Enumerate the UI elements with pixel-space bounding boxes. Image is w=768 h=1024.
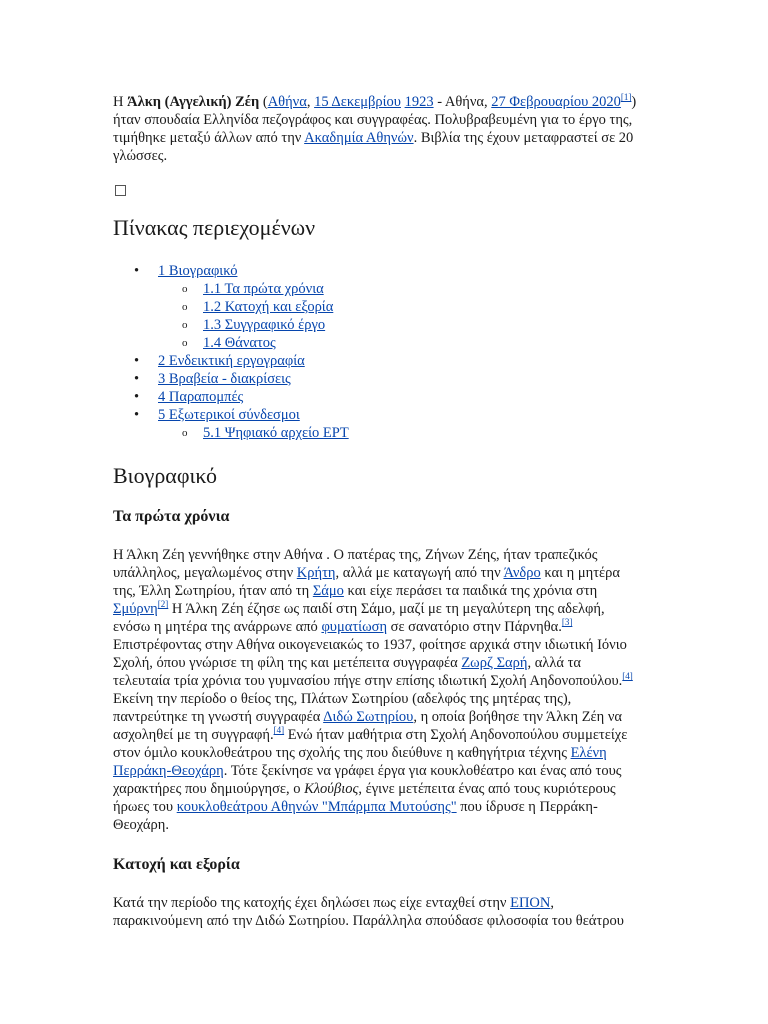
character-name: Κλούβιος (304, 781, 359, 797)
intro-text: ( (259, 94, 268, 110)
link-dido-sotiriou[interactable]: Διδώ Σωτηρίου (323, 709, 414, 725)
toc-item (113, 262, 638, 280)
link-eleni-perraki[interactable]: Ελένη Περράκη-Θεοχάρη (113, 745, 607, 779)
reference-4b[interactable]: [4] (273, 725, 285, 736)
circle-bullet-icon: o (182, 427, 188, 439)
subsection-heading-early-years: Τα πρώτα χρόνια (113, 508, 230, 525)
bullet-icon: • (134, 407, 140, 423)
toc-link[interactable]: 5.1 Ψηφιακό αρχείο ΕΡΤ (203, 425, 349, 441)
intro-text: Η (113, 94, 128, 110)
link-tuberculosis[interactable]: φυματίωση (321, 619, 388, 635)
subject-name: Άλκη (Αγγελική) Ζέη (127, 94, 260, 110)
occupation-paragraph (113, 894, 638, 930)
toc-item (113, 280, 638, 298)
toc-link[interactable]: 5 Εξωτερικοί σύνδεσμοι (158, 407, 300, 423)
link-samos[interactable]: Σάμο (312, 583, 344, 599)
body-text: Ενώ ήταν μαθήτρια στη Σχολή Αηδονοπούλου συμμετείχε στον όμιλο κουκλοθεάτρου της σχολής της που διεύθυνε η καθηγήτρια τέχνης (113, 727, 628, 761)
bullet-icon: • (134, 371, 140, 387)
bullet-icon: • (134, 389, 140, 405)
toc-item (113, 352, 638, 370)
circle-bullet-icon: o (182, 283, 188, 295)
toc-item (113, 424, 638, 442)
toc-link[interactable]: 1 Βιογραφικό (158, 263, 238, 279)
intro-text: ) ήταν σπουδαία Ελληνίδα πεζογράφος και συγγραφέας. Πολυβραβευμένη για το έργο της, τιμήθηκε μεταξύ άλλων από την (113, 94, 637, 146)
subsection-heading-occupation: Κατοχή και εξορία (113, 856, 240, 873)
circle-bullet-icon: o (182, 337, 188, 349)
intro-text: . Βιβλία της έχουν μεταφραστεί σε 20 γλώσσες. (113, 130, 634, 164)
link-epon[interactable]: ΕΠΟΝ (510, 895, 551, 911)
link-zorz-sari[interactable]: Ζωρζ Σαρή (461, 655, 528, 671)
reference-3[interactable]: [3] (561, 617, 573, 628)
intro-text: - Αθήνα, (433, 94, 492, 110)
body-text: που ίδρυσε η Περράκη-Θεοχάρη. (113, 799, 598, 833)
body-text: Κατά την περίοδο της κατοχής έχει δηλώσει πως είχε ενταχθεί στην (113, 895, 511, 911)
bullet-icon: • (134, 353, 140, 369)
toc-item (113, 334, 638, 352)
bullet-icon: • (134, 263, 140, 279)
toc-link[interactable]: 1.4 Θάνατος (203, 335, 276, 351)
body-text: Εκείνη την περίοδο ο θείος της, Πλάτων Σωτηρίου (αδελφός της μητέρας της), παντρεύτηκε τη γνωστή συγγραφέα (113, 691, 572, 725)
toc-link[interactable]: 2 Ενδεικτική εργογραφία (158, 353, 305, 369)
link-puppet-theatre[interactable]: κουκλοθεάτρου Αθηνών "Μπάρμπα Μυτούσης" (176, 799, 457, 815)
link-academy[interactable]: Ακαδημία Αθηνών (304, 130, 414, 146)
body-text: Η Άλκη Ζέη έζησε ως παιδί στη Σάμο, μαζί με τη μεγαλύτερη της αδελφή, ενόσω η μητέρα της ανάρρωνε από (113, 601, 605, 635)
toc-link[interactable]: 3 Βραβεία - διακρίσεις (158, 371, 291, 387)
toc-list (113, 262, 638, 442)
toc-link[interactable]: 1.3 Συγγραφικό έργο (203, 317, 326, 333)
body-text: , η οποία βοήθησε την Άλκη Ζέη να ασχοληθεί με τη συγγραφή. (113, 709, 623, 743)
intro-paragraph (113, 93, 638, 165)
early-years-paragraph (113, 546, 638, 834)
body-text: , αλλά με καταγωγή από την (335, 565, 504, 581)
toc-link[interactable]: 4 Παραπομπές (158, 389, 244, 405)
link-andros[interactable]: Άνδρο (503, 565, 541, 581)
link-birth-date[interactable]: 15 Δεκεμβρίου (314, 94, 401, 110)
link-death-date[interactable]: 27 Φεβρουαρίου 2020 (491, 94, 621, 110)
body-text: , έγινε μετέπειτα ένας από τους κυριότερους ήρωες του (113, 781, 616, 815)
reference-1[interactable]: [1] (620, 92, 632, 103)
toc-item (113, 406, 638, 424)
toc-toggle-checkbox[interactable] (115, 185, 126, 196)
toc-item (113, 388, 638, 406)
body-text: σε σανατόριο στην Πάρνηθα. (387, 619, 562, 635)
link-athina[interactable]: Αθήνα (267, 94, 307, 110)
intro-text: , (306, 94, 315, 110)
body-text: . Τότε ξεκίνησε να γράφει έργα για κουκλοθέατρο και ένας από τους χαρακτήρες που δημιούργησε, ο (113, 763, 622, 797)
toc-item (113, 298, 638, 316)
circle-bullet-icon: o (182, 319, 188, 331)
body-text: και είχε περάσει τα παιδικά της χρόνια στη (343, 583, 598, 599)
toc-item (113, 316, 638, 334)
body-text: και η μητέρα της, Έλλη Σωτηρίου, ήταν από τη (113, 565, 620, 599)
link-smyrni[interactable]: Σμύρνη (113, 601, 158, 617)
toc-link[interactable]: 1.1 Τα πρώτα χρόνια (203, 281, 324, 297)
body-text: , παρακινούμενη από την Διδώ Σωτηρίου. Παράλληλα σπούδασε φιλοσοφία του θεάτρου (113, 895, 624, 929)
circle-bullet-icon: o (182, 301, 188, 313)
toc-title: Πίνακας περιεχομένων (113, 215, 316, 240)
toc-link[interactable]: 1.2 Κατοχή και εξορία (203, 299, 334, 315)
body-text: Η Άλκη Ζέη γεννήθηκε στην Αθήνα . Ο πατέρας της, Ζήνων Ζέης, ήταν τραπεζικός υπάλληλος, μεγαλωμένος στην (113, 547, 598, 581)
toc-item (113, 370, 638, 388)
reference-4[interactable]: [4] (622, 671, 633, 682)
reference-2[interactable]: [2] (157, 599, 169, 610)
body-text: , αλλά τα τελευταία τρία χρόνια του γυμνασίου πήγε στην επίσης ιδιωτική Σχολή Αηδονοπούλου. (113, 655, 623, 689)
link-birth-year[interactable]: 1923 (404, 94, 434, 110)
link-kriti[interactable]: Κρήτη (296, 565, 336, 581)
body-text: Επιστρέφοντας στην Αθήνα οικογενειακώς το 1937, φοίτησε αρχικά στην ιδιωτική Ιόνιο Σχολή, όπου γνώρισε τη φίλη της και μετέπειτα συγγραφέα (113, 637, 627, 671)
section-heading-biography: Βιογραφικό (113, 463, 218, 488)
